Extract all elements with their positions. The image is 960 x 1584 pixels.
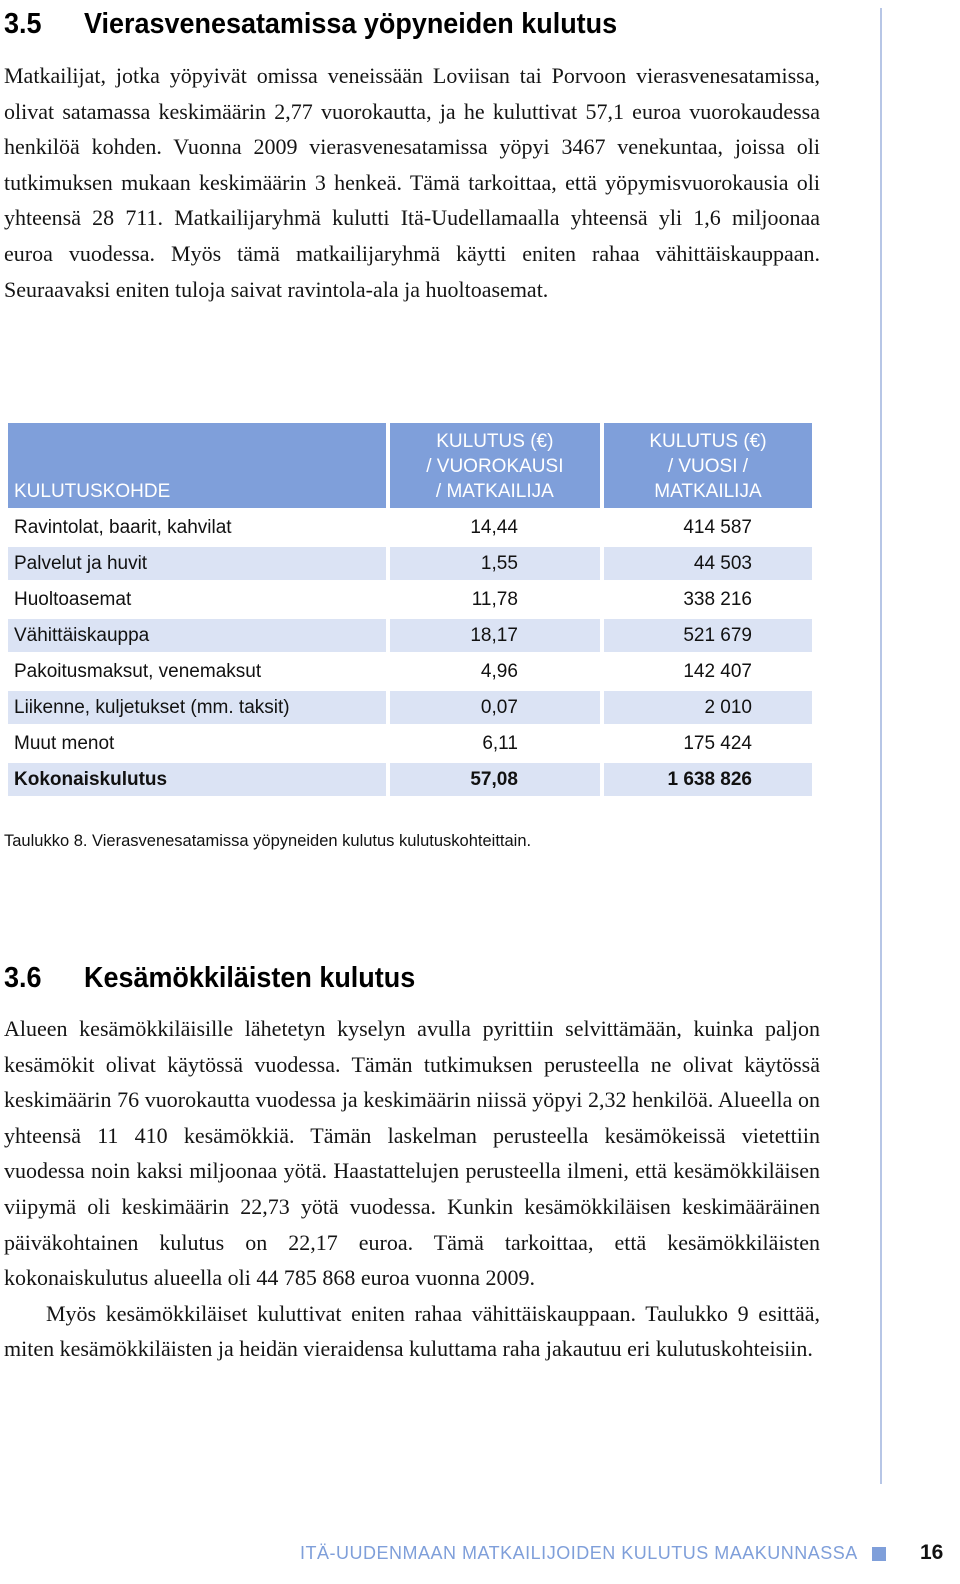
section-number: 3.5 <box>4 8 42 40</box>
table-row <box>8 583 812 616</box>
cell-kulutuskohde: Huoltoasemat <box>8 583 386 616</box>
cell-kulutuskohde: Pakoitusmaksut, venemaksut <box>8 655 386 688</box>
header-per-day: KULUTUS (€) / VUOROKAUSI / MATKAILIJA <box>390 423 600 508</box>
cell-per-year: 142 407 <box>604 655 812 688</box>
cell-per-year: 175 424 <box>604 727 812 760</box>
section-number: 3.6 <box>4 962 42 994</box>
cell-per-year: 338 216 <box>604 583 812 616</box>
table-row <box>8 727 812 760</box>
section-title: Kesämökkiläisten kulutus <box>83 962 416 994</box>
table-caption: Taulukko 8. Vierasvenesatamissa yöpyneiden kulutus kulutuskohteittain. <box>4 832 532 850</box>
paragraph: Matkailijat, jotka yöpyivät omissa veneissään Loviisan tai Porvoon vierasvenesatamissa, olivat satamassa keskimäärin 2,77 vuorokautta, ja he kuluttivat 57,1 euroa vuorokaudessa henkilöä kohden. Vuonna 2009 vierasvenesatamissa yöpyi 3467 venekuntaa, joissa oli tutkimuksen mukaan keskimäärin 3 henkeä. Tämä tarkoittaa, että yöpymisvuorokausia oli yhteensä 28 711. Matkailijaryhmä kulutti Itä-Uudellamaalla yhteensä yli 1,6 miljoonaa euroa vuodessa. Myös tämä matkailijaryhmä käytti eniten rahaa vähittäiskauppaan. Seuraavaksi eniten tuloja saivat ravintola-ala ja huoltoasemat. <box>4 63 820 302</box>
header-per-year: KULUTUS (€) / VUOSI / MATKAILIJA <box>604 423 812 508</box>
cell-per-day: 0,07 <box>390 691 600 724</box>
cell-kulutuskohde: Muut menot <box>8 727 386 760</box>
cell-kulutuskohde: Vähittäiskauppa <box>8 619 386 652</box>
table-row <box>8 547 812 580</box>
cell-per-year: 2 010 <box>604 691 812 724</box>
cell-kulutuskohde: Palvelut ja huvit <box>8 547 386 580</box>
cell-per-year: 1 638 826 <box>604 763 812 796</box>
cell-per-day: 4,96 <box>390 655 600 688</box>
paragraph: Myös kesämökkiläiset kuluttivat eniten rahaa vähittäiskauppaan. Taulukko 9 esittää, miten kesämökkiläisten ja heidän vieraidensa kuluttama raha jakautuu eri kulutuskohteisiin. <box>4 1300 820 1362</box>
cell-kulutuskohde: Ravintolat, baarit, kahvilat <box>8 511 386 544</box>
running-title: ITÄ-UUDENMAAN MATKAILIJOIDEN KULUTUS MAAKUNNASSA <box>300 1543 858 1563</box>
footer-square-mark <box>872 1547 886 1561</box>
paragraph: Alueen kesämökkiläisille lähetetyn kyselyn avulla pyrittiin selvittämään, kuinka paljon kesämökit olivat käytössä vuodessa. Tämän tutkimuksen perusteella ne olivat käytössä keskimäärin 76 vuorokautta vuodessa ja keskimäärin niissä yöpyi 2,32 henkilöä. Alueella on yhteensä 11 410 kesämökkiä. Tämän laskelman perusteella kesämökeissä vietettiin vuodessa noin kaksi miljoonaa yötä. Haastattelujen perusteella ilmeni, että kesämökkiläisen viipymä oli keskimäärin 22,73 yötä vuodessa. Kunkin kesämökkiläisen keskimääräinen päiväkohtainen kulutus on 22,17 euroa. Tämä tarkoittaa, että kesämökkiläisten kokonaiskulutus alueella oli 44 785 868 euroa vuonna 2009. <box>4 1016 820 1291</box>
cell-per-day: 6,11 <box>390 727 600 760</box>
margin-rule <box>880 8 882 1484</box>
cell-per-year: 521 679 <box>604 619 812 652</box>
section-3-6-body <box>4 1011 820 1367</box>
cell-per-day: 18,17 <box>390 619 600 652</box>
section-heading-3-6 <box>4 962 415 995</box>
table-header-row <box>8 423 812 508</box>
cell-per-day: 14,44 <box>390 511 600 544</box>
table-row <box>8 619 812 652</box>
cell-per-year: 44 503 <box>604 547 812 580</box>
cell-per-year: 414 587 <box>604 511 812 544</box>
table-row <box>8 691 812 724</box>
cell-kulutuskohde: Liikenne, kuljetukset (mm. taksit) <box>8 691 386 724</box>
consumption-table <box>4 420 816 799</box>
page-number: 16 <box>920 1541 944 1564</box>
page-footer <box>300 1543 954 1567</box>
table-total-row <box>8 763 812 796</box>
cell-per-day: 11,78 <box>390 583 600 616</box>
cell-per-day: 57,08 <box>390 763 600 796</box>
table-row <box>8 655 812 688</box>
cell-kulutuskohde: Kokonaiskulutus <box>8 763 386 796</box>
cell-per-day: 1,55 <box>390 547 600 580</box>
section-title: Vierasvenesatamissa yöpyneiden kulutus <box>83 8 618 40</box>
section-3-5-body <box>4 58 820 307</box>
header-kulutuskohde: KULUTUSKOHDE <box>8 423 386 508</box>
section-heading-3-5 <box>4 8 617 41</box>
table-row <box>8 511 812 544</box>
